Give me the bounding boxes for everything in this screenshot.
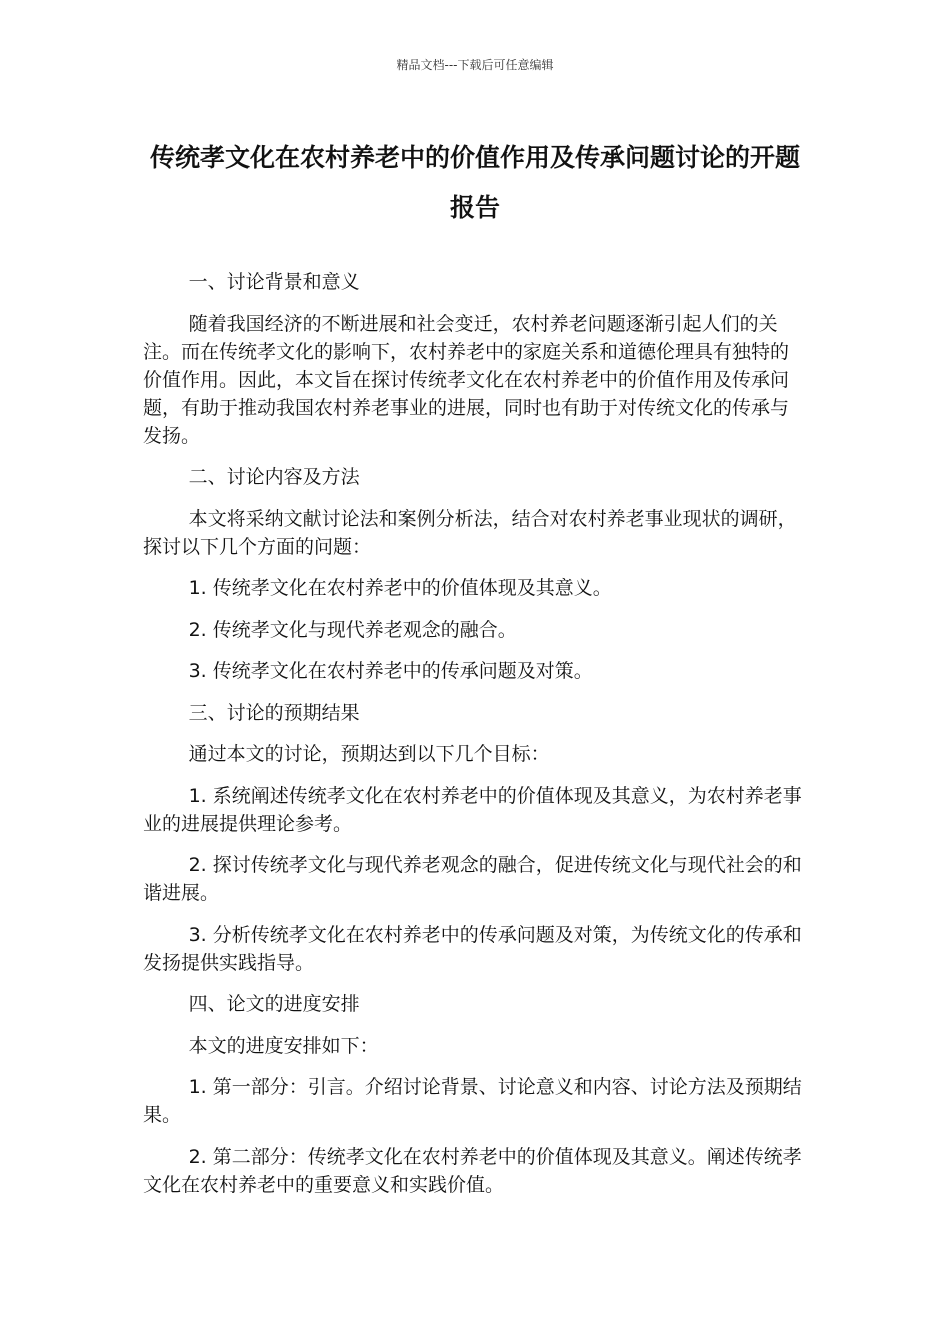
section-heading-schedule: 四、论文的进度安排 [188, 993, 360, 1015]
paragraph-background: 随着我国经济的不断进展和社会变迁，农村养老问题逐渐引起人们的关注。而在传统孝文化的影响下，农村养老中的家庭关系和道德伦理具有独特的价值作用。因此，本文旨在探讨传统孝文化在农村养老中的价值作用及传承问题，有助于推动我国农村养老事业的进展，同时也有助于对传统文化的传承与发扬。 [143, 312, 790, 447]
list-item-content-3: 3. 传统孝文化在农村养老中的传承问题及对策。 [188, 660, 593, 682]
section-heading-background: 一、讨论背景和意义 [188, 271, 360, 293]
document-title: 传统孝文化在农村养老中的价值作用及传承问题讨论的开题报告 [149, 143, 800, 222]
header-note: 精品文档---下载后可任意编辑 [396, 58, 554, 72]
document-body [143, 268, 807, 1212]
list-item-content-1: 1. 传统孝文化在农村养老中的价值体现及其意义。 [188, 577, 612, 599]
list-item-schedule-2: 2. 第二部分：传统孝文化在农村养老中的价值体现及其意义。阐述传统孝文化在农村养老中的重要意义和实践价值。 [143, 1145, 802, 1196]
section-heading-content-method: 二、讨论内容及方法 [188, 466, 360, 488]
paragraph-method: 本文将采纳文献讨论法和案例分析法，结合对农村养老事业现状的调研，探讨以下几个方面的问题： [143, 507, 797, 558]
section-heading-expected-results: 三、讨论的预期结果 [188, 701, 360, 724]
list-item-content-2: 2. 传统孝文化与现代养老观念的融合。 [188, 618, 517, 641]
list-item-goal-1: 1. 系统阐述传统孝文化在农村养老中的价值体现及其意义，为农村养老事业的进展提供理论参考。 [143, 784, 802, 835]
list-item-goal-2: 2. 探讨传统孝文化与现代养老观念的融合，促进传统文化与现代社会的和谐进展。 [143, 854, 802, 904]
paragraph-schedule-intro: 本文的进度安排如下： [188, 1034, 379, 1057]
list-item-schedule-1: 1. 第一部分：引言。介绍讨论背景、讨论意义和内容、讨论方法及预期结果。 [143, 1076, 802, 1126]
list-item-goal-3: 3. 分析传统孝文化在农村养老中的传承问题及对策，为传统文化的传承和发扬提供实践指导。 [143, 923, 802, 974]
paragraph-goals-intro: 通过本文的讨论，预期达到以下几个目标： [188, 743, 550, 765]
